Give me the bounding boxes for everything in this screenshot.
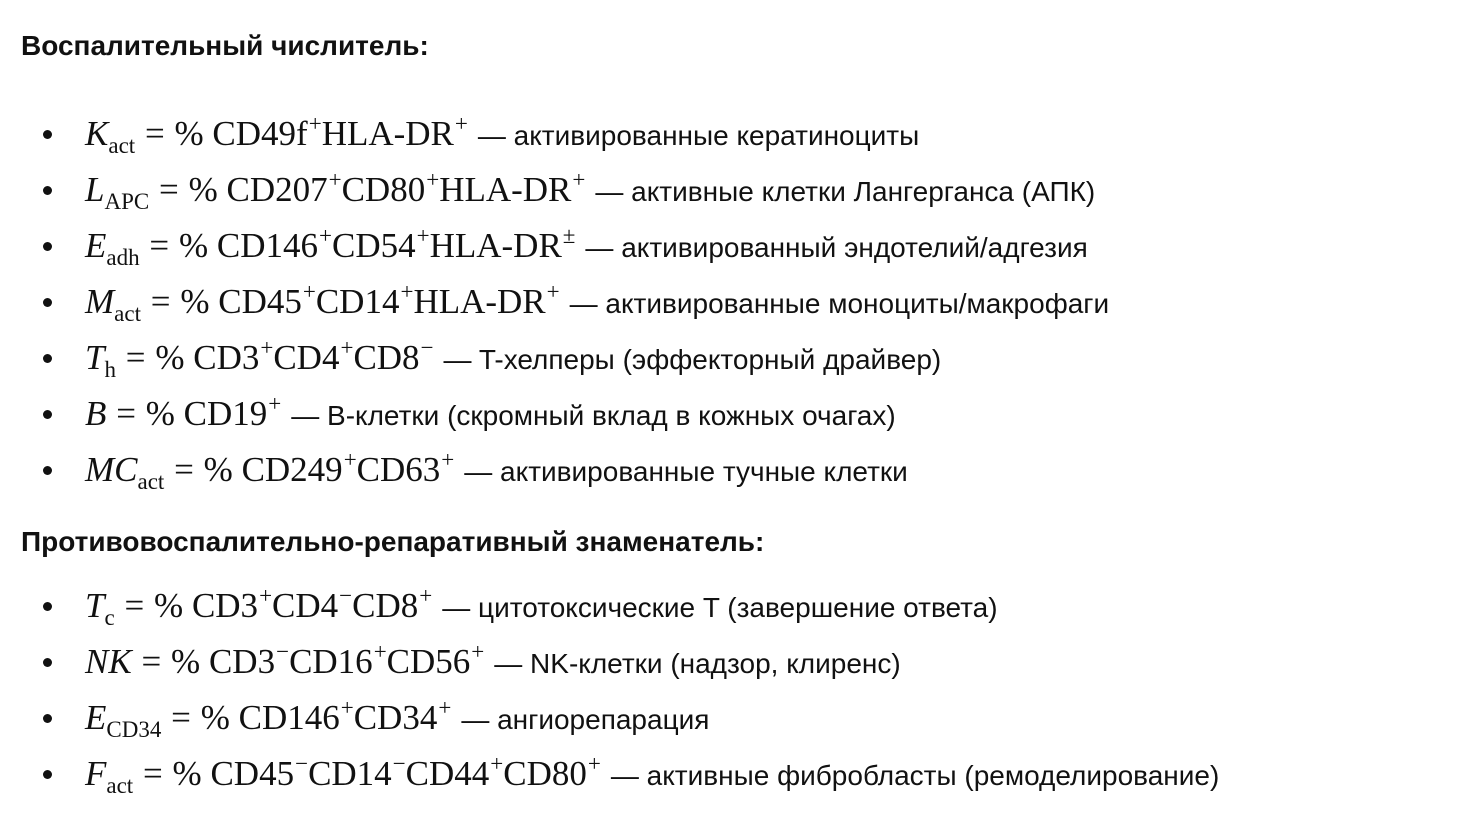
list-item [0, 274, 1462, 330]
marker-name: CD49f [212, 114, 308, 153]
list-item [0, 386, 1462, 442]
percent-sign: % [171, 642, 201, 681]
section-heading-anti-inflammatory-denominator: Противовоспалительно-репаративный знаменатель: [21, 526, 765, 557]
equals-sign: = [141, 642, 162, 681]
marker-name: CD3 [191, 586, 259, 625]
item-description: — активированные моноциты/макрофаги [569, 288, 1110, 319]
list-item [0, 578, 1462, 634]
bullet-icon [43, 298, 52, 307]
item-description: — B-клетки (скромный вклад в кожных очагах) [291, 400, 896, 431]
anti-inflammatory-denominator-list [0, 578, 1462, 802]
bullet-icon [43, 602, 52, 611]
marker-name: CD45 [218, 282, 302, 321]
formula [85, 336, 941, 382]
marker-sign: + [340, 335, 354, 360]
list-item [0, 106, 1462, 162]
marker-name: CD4 [273, 338, 340, 377]
item-description: — NK-клетки (надзор, клиренс) [494, 648, 901, 679]
marker-sign: − [392, 751, 406, 776]
percent-sign: % [200, 698, 230, 737]
marker-name: CD80 [503, 754, 587, 793]
formula [85, 168, 1095, 214]
formula-variable: MC [85, 450, 138, 489]
percent-sign: % [174, 114, 204, 153]
marker-name: CD207 [226, 170, 328, 209]
marker-name: CD8 [353, 338, 420, 377]
marker-name: CD63 [356, 450, 441, 489]
formula-subscript: APC [104, 189, 150, 214]
item-description: — цитотоксические T (завершение ответа) [442, 592, 998, 623]
formula [85, 640, 901, 686]
marker-sign: − [339, 583, 353, 608]
percent-sign: % [180, 282, 210, 321]
bullet-icon [43, 186, 52, 195]
marker-name: HLA-DR [413, 282, 546, 321]
section-heading-inflammatory-numerator: Воспалительный числитель: [21, 30, 429, 61]
marker-name: CD14 [315, 282, 400, 321]
percent-sign: % [172, 754, 202, 793]
marker-sign: + [302, 279, 316, 304]
marker-sign: + [340, 695, 354, 720]
marker-sign: + [441, 447, 455, 472]
marker-sign: + [546, 279, 560, 304]
marker-name: CD8 [352, 586, 419, 625]
marker-name: CD56 [386, 642, 471, 681]
marker-name: CD14 [308, 754, 392, 793]
marker-name: CD16 [289, 642, 373, 681]
bullet-icon [43, 658, 52, 667]
marker-name: CD3 [208, 642, 276, 681]
formula-subscript: h [104, 357, 116, 382]
marker-sign: + [471, 639, 485, 664]
formula-subscript: act [106, 773, 134, 798]
marker-sign: + [572, 167, 586, 192]
marker-name: CD54 [331, 226, 416, 265]
list-item [0, 162, 1462, 218]
marker-name: HLA-DR [429, 226, 562, 265]
percent-sign: % [145, 394, 175, 433]
formula [85, 112, 919, 158]
marker-name: CD146 [216, 226, 318, 265]
marker-sign: + [454, 111, 468, 136]
marker-name: CD45 [210, 754, 295, 793]
formula [85, 392, 896, 438]
list-item [0, 746, 1462, 802]
marker-sign: + [308, 111, 322, 136]
marker-name: HLA-DR [321, 114, 454, 153]
marker-name: CD34 [353, 698, 438, 737]
marker-name: CD3 [193, 338, 260, 377]
marker-name: CD249 [241, 450, 343, 489]
item-description: — T-хелперы (эффекторный драйвер) [443, 344, 942, 375]
item-description: — активные фибробласты (ремоделирование) [610, 760, 1220, 791]
formula [85, 280, 1109, 326]
formula-subscript: adh [106, 245, 140, 270]
percent-sign: % [154, 586, 184, 625]
bullet-icon [43, 130, 52, 139]
bullet-icon [43, 354, 52, 363]
formula [85, 752, 1219, 798]
percent-sign: % [178, 226, 209, 265]
formula-subscript: act [137, 469, 165, 494]
bullet-icon [43, 770, 52, 779]
list-item [0, 634, 1462, 690]
formula [85, 448, 908, 494]
item-description: — ангиорепарация [461, 704, 710, 735]
marker-name: CD19 [183, 394, 268, 433]
list-item [0, 442, 1462, 498]
equals-sign: = [124, 586, 145, 625]
formula-variable: B [85, 394, 107, 433]
marker-sign: − [420, 335, 434, 360]
marker-sign: − [295, 751, 309, 776]
equals-sign: = [174, 450, 194, 489]
marker-sign: + [426, 167, 440, 192]
marker-name: CD44 [405, 754, 490, 793]
formula-subscript: c [104, 605, 115, 630]
formula-variable: L [85, 170, 105, 209]
formula-subscript: act [114, 301, 141, 326]
marker-name: CD80 [341, 170, 426, 209]
equals-sign: = [116, 394, 136, 433]
equals-sign: = [150, 282, 171, 321]
marker-sign: ± [562, 223, 576, 248]
marker-name: CD146 [238, 698, 340, 737]
item-description: — активированные тучные клетки [464, 456, 908, 487]
list-item [0, 690, 1462, 746]
marker-name: HLA-DR [439, 170, 572, 209]
percent-sign: % [203, 450, 233, 489]
marker-name: CD4 [272, 586, 339, 625]
marker-sign: + [343, 447, 357, 472]
marker-sign: + [400, 279, 414, 304]
formula-variable: E [85, 698, 107, 737]
formula-variable: F [85, 754, 107, 793]
formula-variable: NK [85, 642, 132, 681]
bullet-icon [43, 714, 52, 723]
list-item [0, 330, 1462, 386]
bullet-icon [43, 466, 52, 475]
formula-variable: T [85, 338, 105, 377]
formula-variable: E [85, 226, 107, 265]
equals-sign: = [144, 114, 165, 153]
formula-subscript: act [108, 133, 136, 158]
marker-sign: + [373, 639, 387, 664]
marker-sign: + [438, 695, 452, 720]
marker-sign: + [416, 223, 430, 248]
formula [85, 224, 1088, 270]
marker-sign: + [419, 583, 433, 608]
equals-sign: = [143, 754, 163, 793]
item-description: — активированный эндотелий/адгезия [585, 232, 1088, 263]
marker-sign: − [276, 639, 290, 664]
formula [85, 696, 709, 742]
percent-sign: % [188, 170, 218, 209]
marker-sign: + [268, 391, 282, 416]
formula-variable: T [85, 586, 105, 625]
equals-sign: = [159, 170, 179, 209]
list-item [0, 218, 1462, 274]
marker-sign: + [260, 335, 274, 360]
bullet-icon [43, 410, 52, 419]
inflammatory-numerator-list [0, 106, 1462, 498]
bullet-icon [43, 242, 52, 251]
formula-variable: M [85, 282, 115, 321]
marker-sign: + [328, 167, 342, 192]
formula-variable: K [85, 114, 109, 153]
item-description: — активированные кератиноциты [477, 120, 920, 151]
marker-sign: + [318, 223, 332, 248]
formula [85, 584, 998, 630]
formula-subscript: CD34 [106, 717, 162, 742]
equals-sign: = [149, 226, 170, 265]
item-description: — активные клетки Лангерганса (АПК) [595, 176, 1096, 207]
marker-sign: + [259, 583, 273, 608]
percent-sign: % [155, 338, 185, 377]
marker-sign: + [587, 751, 601, 776]
marker-sign: + [490, 751, 504, 776]
equals-sign: = [125, 338, 146, 377]
equals-sign: = [171, 698, 191, 737]
